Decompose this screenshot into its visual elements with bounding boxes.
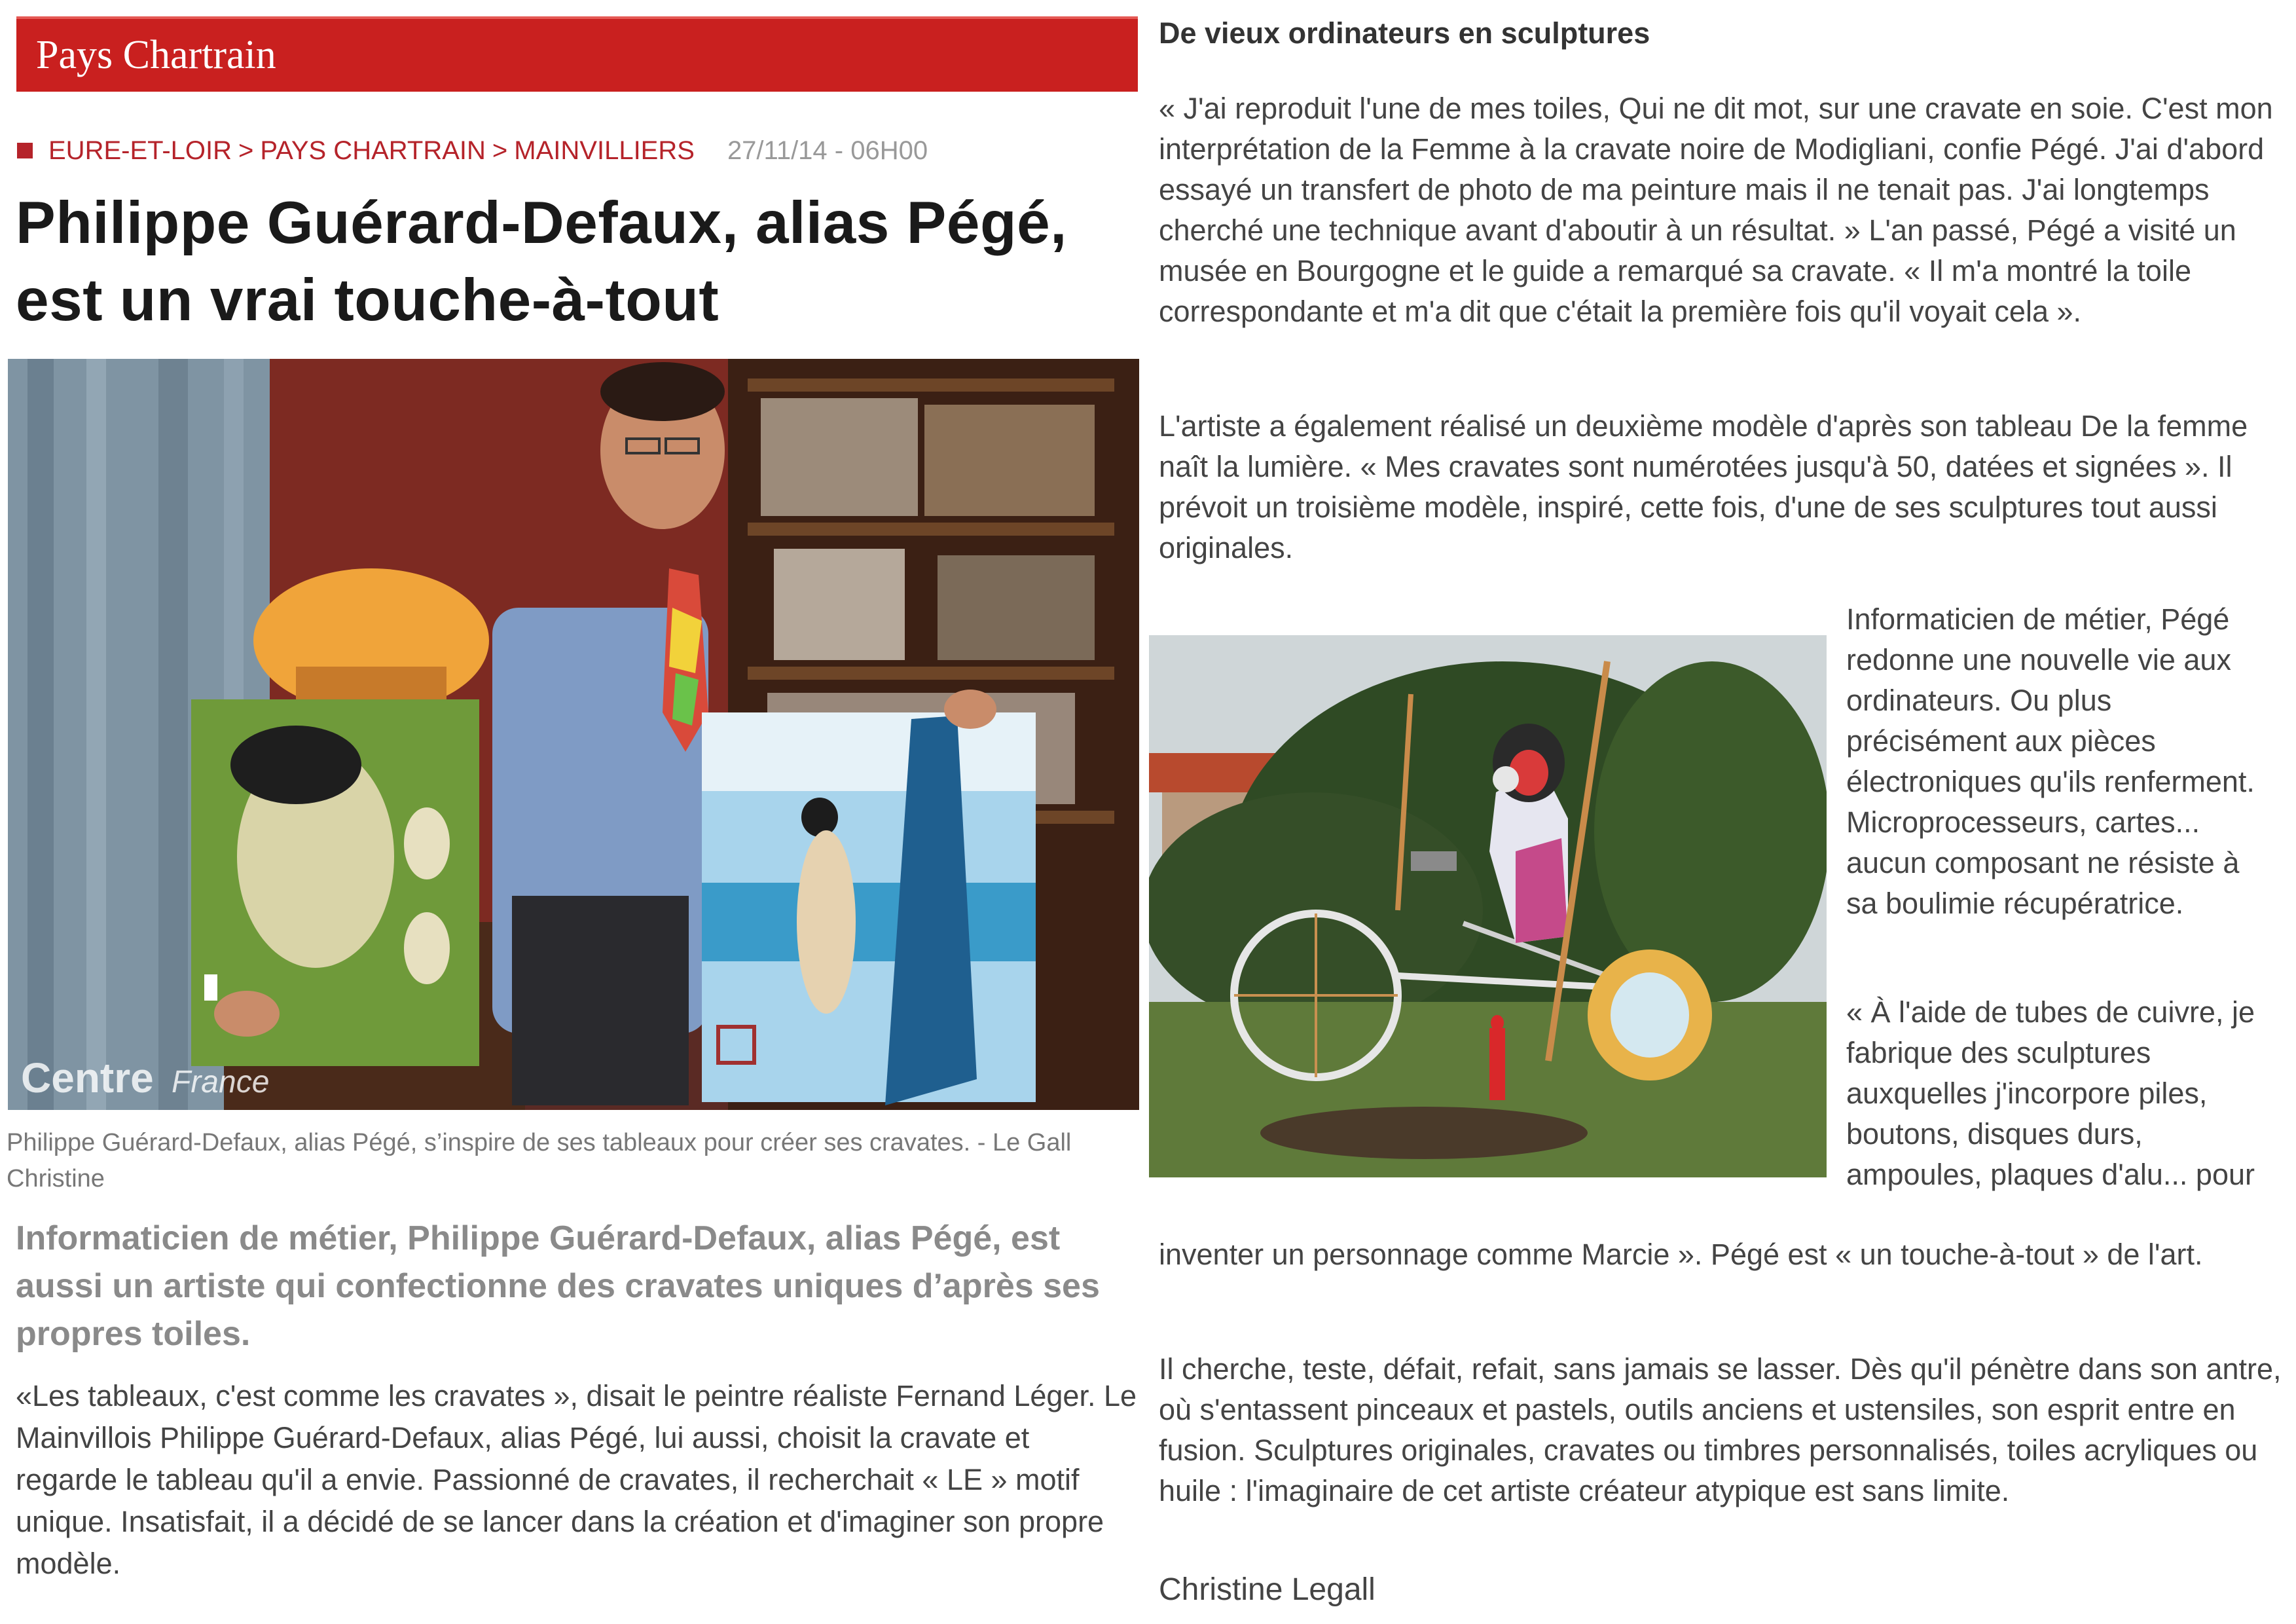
article-headline: Philippe Guérard-Defaux, alias Pégé, est un vrai touche-à-tout xyxy=(16,190,1067,333)
article-body: «Les tableaux, c'est comme les cravates », disait le peintre réaliste Fernand Léger. Le Mainvillois Philippe Guérard-Defaux, alias Pégé, lui aussi, choisit la cravate et regarde le tableau qu'il a envie. Passionné de cravates, il recherchait « LE » motif unique. Insatisfait, il a décidé de se lancer dans la création et d'imaginer son propre modèle. xyxy=(16,1379,1137,1580)
article-date: 27/11/14 - 06H00 xyxy=(727,136,928,165)
article-photo xyxy=(8,359,1139,1110)
breadcrumb-square-icon xyxy=(17,143,33,158)
author-signature: Christine Legall xyxy=(1159,1572,1376,1607)
section-banner xyxy=(16,16,1138,92)
sculpture-photo xyxy=(1149,635,1827,1177)
breadcrumb-separator: > xyxy=(492,136,508,165)
breadcrumb-item[interactable]: MAINVILLIERS xyxy=(514,136,695,165)
paragraph: Informaticien de métier, Pégé redonne une nouvelle vie aux ordinateurs. Ou plus précisément aux pièces électroniques qu'ils renferment. Microprocesseurs, cartes... aucun composant ne résiste à sa boulimie récupératrice. xyxy=(1846,602,2255,920)
paragraph: « J'ai reproduit l'une de mes toiles, Qui ne dit mot, sur une cravate en soie. C'est mon interprétation de la Femme à la cravate noire de Modigliani, confie Pégé. J'ai d'abord essayé un transfert de photo de ma peinture mais il ne tenait pas. J'ai longtemps cherché une technique avant d'aboutir à un résultat. » L'an passé, Pégé a visité un musée en Bourgogne et le guide a remarqué sa cravate. « Il m'a montré la toile correspondante et m'a dit que c'était la première fois qu'il voyait cela ». xyxy=(1159,92,2273,328)
section-title: De vieux ordinateurs en sculptures xyxy=(1159,16,1650,50)
article-lead: Informaticien de métier, Philippe Guérard-Defaux, alias Pégé, est aussi un artiste qui confectionne des cravates uniques d’après ses propres toiles. xyxy=(16,1219,1100,1353)
breadcrumb xyxy=(17,131,928,170)
breadcrumb-separator: > xyxy=(238,136,254,165)
watermark-logo: Centre xyxy=(21,1054,154,1101)
paragraph: « À l'aide de tubes de cuivre, je fabrique des sculptures auxquelles j'incorpore piles, boutons, disques durs, ampoules, plaques d'alu... pour xyxy=(1846,995,2255,1191)
paragraph: L'artiste a également réalisé un deuxième modèle d'après son tableau De la femme naît la lumière. « Mes cravates sont numérotées jusqu'à 50, datées et signées ». Il prévoit un troisième modèle, inspiré, cette fois, d'une de ses sculptures tout aussi originales. xyxy=(1159,409,2248,564)
paragraph: Il cherche, teste, défait, refait, sans jamais se lasser. Dès qu'il pénètre dans son antre, où s'entassent pinceaux et pastels, outils anciens et ustensiles, son esprit entre en fusion. Sculptures originales, cravates ou timbres personnalisés, toiles acryliques ou huile : l'imaginaire de cet artiste créateur atypique est sans limite. xyxy=(1159,1352,2282,1507)
banner-title: Pays Chartrain xyxy=(36,33,276,77)
paragraph: inventer un personnage comme Marcie ». Pégé est « un touche-à-tout » de l'art. xyxy=(1159,1238,2203,1271)
photo-caption: Philippe Guérard-Defaux, alias Pégé, s’inspire de ses tableaux pour créer ses cravates. - Le Gall Christine xyxy=(7,1129,1072,1192)
breadcrumb-item[interactable]: PAYS CHARTRAIN xyxy=(260,136,486,165)
right-column xyxy=(1139,0,2296,1624)
left-column xyxy=(0,0,1139,1624)
watermark-logo-sub: France xyxy=(172,1065,270,1099)
breadcrumb-item[interactable]: EURE-ET-LOIR xyxy=(48,136,232,165)
